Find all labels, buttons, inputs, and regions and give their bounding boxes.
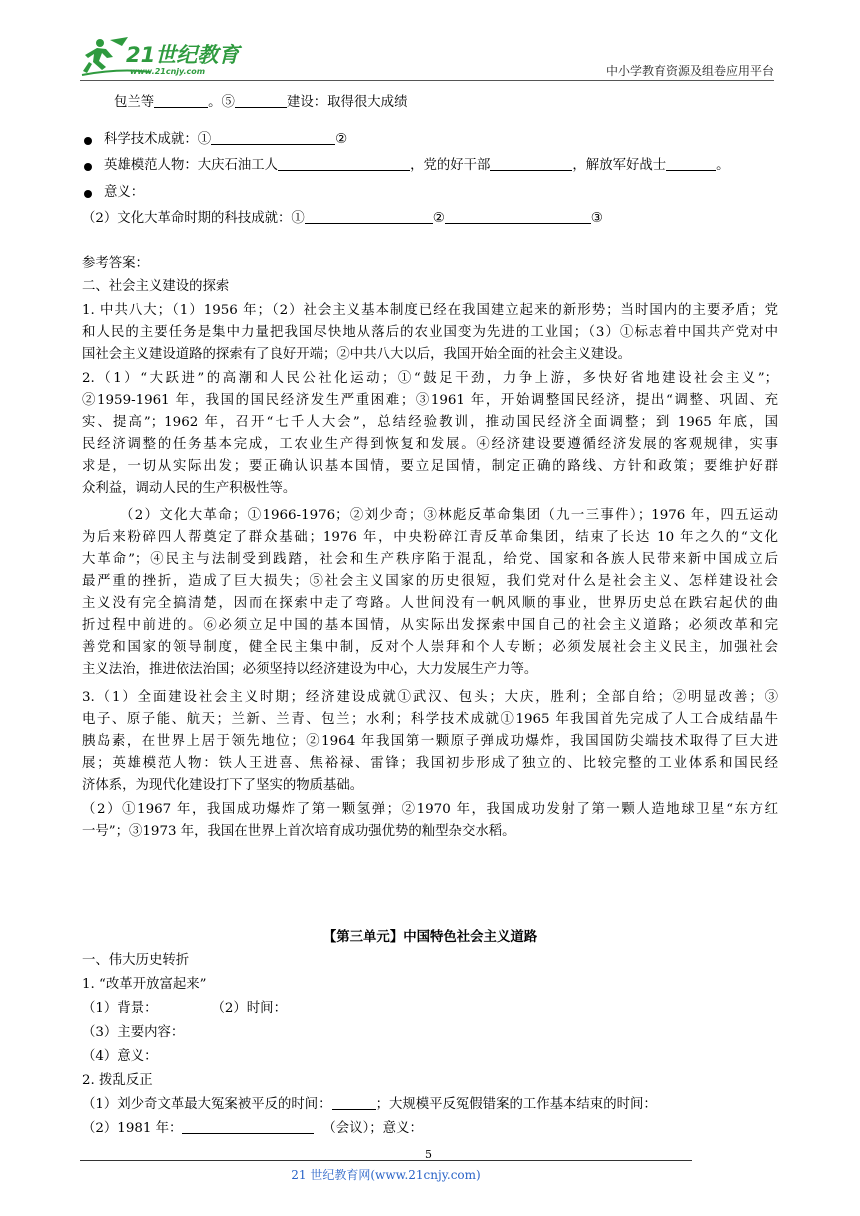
text-segment: 。 xyxy=(716,158,730,173)
answer-blank[interactable] xyxy=(154,93,208,108)
text-segment: 。⑤ xyxy=(208,95,235,110)
paragraph-line: 为后来粉碎四人帮奠定了群众基础；1976 年，中央粉碎江青反革命集团，结束了长达 10 年之久的“文化 xyxy=(82,530,778,545)
question-title: 2. 拨乱反正 xyxy=(82,1073,153,1088)
question-line xyxy=(82,998,287,1020)
answer-blank[interactable] xyxy=(182,1119,314,1134)
answer-paragraph-2 xyxy=(82,368,778,500)
fill-line-significance: 意义： xyxy=(104,185,145,200)
answer-blank[interactable] xyxy=(445,209,591,224)
bullet-icon xyxy=(84,163,92,171)
paragraph-line: 济体系，为现代化建设打下了坚实的物质基础。 xyxy=(82,778,364,793)
fill-line-cultural-revolution-tech xyxy=(82,208,603,230)
answer-blank[interactable] xyxy=(278,156,410,171)
page-header xyxy=(0,0,860,84)
text-segment: ，解放军好战士 xyxy=(572,158,667,173)
text-segment: ② xyxy=(335,132,348,147)
section-title: 一、伟大历史转折 xyxy=(82,953,190,968)
footer-link[interactable]: 21 世纪教育网(www.21cnjy.com) xyxy=(291,1168,481,1182)
question-line: （3）主要内容： xyxy=(82,1025,185,1040)
text-segment: 建设：取得很大成绩 xyxy=(286,95,408,110)
question-line xyxy=(82,1118,423,1140)
text-segment: ，党的好干部 xyxy=(410,158,491,173)
question-title: 1. “改革开放富起来” xyxy=(82,977,207,992)
text-segment: （会议）；意义： xyxy=(322,1121,423,1136)
paragraph-line: 一号”；③1973 年，我国在世界上首次培育成功强优势的籼型杂交水稻。 xyxy=(82,824,516,839)
answer-paragraph-5 xyxy=(82,799,778,843)
fill-line-railways xyxy=(82,92,407,114)
answer-blank[interactable] xyxy=(332,1095,376,1110)
paragraph-line: 众利益，调动人民的生产积极性等。 xyxy=(82,481,297,496)
logo-url: www.21cnjy.com xyxy=(130,67,206,76)
text-segment: ；大规模平反冤假错案的工作基本结束的时间： xyxy=(375,1097,657,1112)
answer-paragraph-4 xyxy=(82,687,778,797)
text-segment: 英雄模范人物：大庆石油工人 xyxy=(104,158,279,173)
paragraph-line: 求是，一切从实际出发；要正确认识基本国情，要立足国情，制定正确的路线、方针和政策；要维护好群 xyxy=(82,459,778,474)
unit-title: 【第三单元】中国特色社会主义道路 xyxy=(322,930,538,945)
header-divider xyxy=(80,80,774,81)
text-segment: 包兰等 xyxy=(114,95,155,110)
text-segment: ③ xyxy=(590,211,603,226)
paragraph-line: 民经济调整的任务基本完成，工农业生产得到恢复和发展。④经济建设要遵循经济发展的客观规律，实事 xyxy=(82,437,778,452)
logo-text: 21世纪教育 xyxy=(126,43,240,67)
paragraph-line: 大革命”；④民主与法制受到践踏，社会和生产秩序陷于混乱，给党、国家和各族人民带来新中国成立后 xyxy=(82,552,778,567)
page-number: 5 xyxy=(425,1148,432,1161)
question-line xyxy=(82,1094,657,1116)
paragraph-line: 和人民的主要任务是集中力量把我国尽快地从落后的农业国变为先进的工业国；（3）①标志着中国共产党对中 xyxy=(82,325,778,340)
text-segment: ② xyxy=(432,211,445,226)
running-man-logo-icon xyxy=(80,34,250,78)
platform-name: 中小学教育资源及组卷应用平台 xyxy=(605,64,774,78)
paragraph-line: ②1959-1961 年，我国的国民经济发生严重困难；③1961 年，开始调整国民经济，提出“调整、巩固、充 xyxy=(82,393,778,408)
answers-heading: 参考答案： xyxy=(82,256,149,271)
answer-blank[interactable] xyxy=(235,93,287,108)
fill-line-heroes xyxy=(104,155,730,177)
paragraph-line: 善党和国家的领导制度，健全民主集中制，反对个人崇拜和个人专断；必须发展社会主义民主，加强社会 xyxy=(82,640,778,655)
paragraph-line: 1. 中共八大；（1）1956 年；（2）社会主义基本制度已经在我国建立起来的新形势；当时国内的主要矛盾；党 xyxy=(82,303,778,318)
answer-blank[interactable] xyxy=(666,156,716,171)
site-logo[interactable] xyxy=(80,34,250,78)
bullet-icon xyxy=(84,137,92,145)
paragraph-line: 胰岛素，在世界上居于领先地位；②1964 年我国第一颗原子弹成功爆炸，我国国防尖端技术取得了巨大进 xyxy=(82,734,778,749)
answers-section-title: 二、社会主义建设的探索 xyxy=(82,279,230,294)
paragraph-line: 实、提高”；1962 年，召开“七千人大会”，总结经验教训，推动国民经济全面调整；到 1965 年底，国 xyxy=(82,415,778,430)
text-segment: （2）1981 年： xyxy=(82,1121,183,1136)
paragraph-line: （2）文化大革命；①1966-1976；②刘少奇；③林彪反革命集团（九一三事件）；1976 年，四五运动 xyxy=(120,508,778,523)
paragraph-line: 展；英雄模范人物：铁人王进喜、焦裕禄、雷锋；我国初步形成了独立的、比较完整的工业体系和国民经 xyxy=(82,756,778,771)
answer-paragraph-1 xyxy=(82,300,778,366)
answer-blank[interactable] xyxy=(211,130,335,145)
paragraph-line: 主义法治，推进依法治国；必须坚持以经济建设为中心，大力发展生产力等。 xyxy=(82,662,538,677)
text-segment: （1）背景： xyxy=(82,1001,158,1016)
fill-line-science xyxy=(104,129,347,151)
answer-blank[interactable] xyxy=(490,156,572,171)
paragraph-line: 最严重的挫折，造成了巨大损失；⑤社会主义国家的历史很短，我们党对什么是社会主义、怎样建设社会 xyxy=(82,574,778,589)
paragraph-line: 国社会主义建设道路的探索有了良好开端；②中共八大以后，我国开始全面的社会主义建设。 xyxy=(82,347,632,362)
text-segment: （2）时间： xyxy=(211,1001,287,1016)
answer-paragraph-3 xyxy=(82,505,778,681)
text-segment: 科学技术成就：① xyxy=(104,132,212,147)
paragraph-line: （2）①1967 年，我国成功爆炸了第一颗氢弹；②1970 年，我国成功发射了第一颗人造地球卫星“东方红 xyxy=(82,802,778,817)
paragraph-line: 电子、原子能、航天；兰新、兰青、包兰；水利；科学技术成就①1965 年我国首先完成了人工合成结晶牛 xyxy=(82,712,778,727)
text-segment: （2）文化大革命时期的科技成就：① xyxy=(82,211,305,226)
answer-blank[interactable] xyxy=(305,209,433,224)
paragraph-line: 折过程中前进的。⑥必须立足中国的基本国情，从实际出发探索中国自己的社会主义道路；必须改革和完 xyxy=(82,618,778,633)
paragraph-line: 主义没有完全搞清楚，因而在探索中走了弯路。人世间没有一帆风顺的事业，世界历史总在跌宕起伏的曲 xyxy=(82,596,778,611)
footer-divider xyxy=(80,1160,692,1161)
paragraph-line: 2.（1）“大跃进”的高潮和人民公社化运动；①“鼓足干劲，力争上游，多快好省地建设社会主义”； xyxy=(82,371,778,386)
bullet-icon xyxy=(84,190,92,198)
paragraph-line: 3.（1）全面建设社会主义时期；经济建设成就①武汉、包头；大庆，胜利；全部自给；②明显改善；③ xyxy=(82,690,778,705)
text-segment: （1）刘少奇文革最大冤案被平反的时间： xyxy=(82,1097,332,1112)
question-line: （4）意义： xyxy=(82,1049,158,1064)
